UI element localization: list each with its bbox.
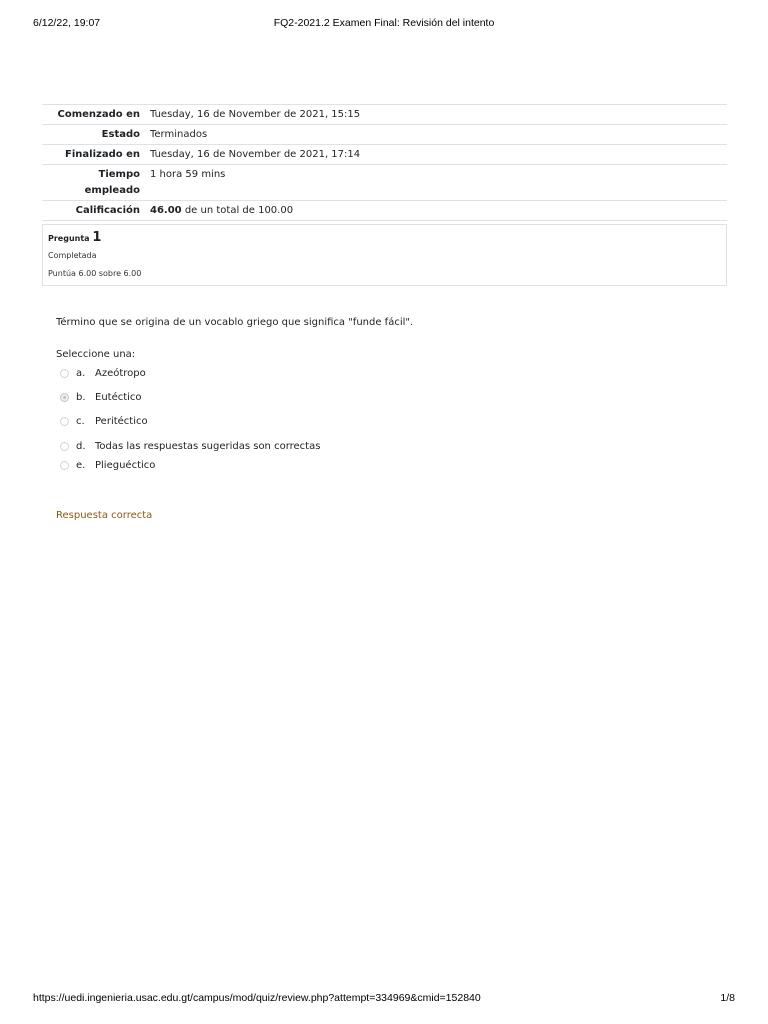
option-label: Todas las respuestas sugeridas son correctas — [95, 440, 321, 452]
summary-label: Tiempo empleado — [84, 169, 140, 196]
option-letter: e. — [76, 459, 86, 471]
answer-prompt: Seleccione una: — [56, 349, 136, 360]
print-footer — [0, 992, 768, 1008]
question-text: Término que se origina de un vocablo griego que significa "funde fácil". — [56, 317, 414, 328]
answer-feedback: Respuesta correcta — [56, 510, 153, 521]
summary-label: Comenzado en — [57, 109, 140, 120]
print-header — [0, 17, 768, 33]
summary-row-started — [42, 105, 727, 125]
summary-value: 1 hora 59 mins — [150, 169, 226, 180]
option-letter: a. — [76, 367, 86, 379]
question-number — [48, 230, 101, 245]
summary-label: Estado — [101, 129, 140, 140]
option-letter: b. — [76, 391, 86, 403]
summary-label: Calificación — [75, 205, 140, 216]
radio-button[interactable] — [60, 442, 69, 451]
radio-button[interactable] — [60, 417, 69, 426]
question-label: Pregunta — [48, 234, 90, 243]
page-number: 1/8 — [720, 992, 735, 1004]
radio-button[interactable] — [60, 369, 69, 378]
radio-button-selected[interactable] — [60, 393, 69, 402]
print-date: 6/12/22, 19:07 — [33, 17, 101, 29]
answer-option-b[interactable] — [60, 389, 142, 405]
question-number-value: 1 — [92, 230, 102, 245]
option-label: Peritéctico — [95, 415, 148, 427]
option-letter: c. — [76, 415, 85, 427]
question-grade: Puntúa 6.00 sobre 6.00 — [48, 269, 142, 278]
attempt-summary-table — [42, 104, 727, 221]
print-url: https://uedi.ingenieria.usac.edu.gt/campus/mod/quiz/review.php?attempt=334969&cmid=152840 — [33, 992, 481, 1004]
summary-row-state — [42, 125, 727, 145]
summary-row-finished — [42, 145, 727, 165]
summary-label: Finalizado en — [65, 149, 140, 160]
option-letter: d. — [76, 440, 86, 452]
answer-option-d[interactable] — [60, 438, 320, 454]
summary-value: Tuesday, 16 de November de 2021, 15:15 — [150, 109, 361, 120]
option-label: Eutéctico — [95, 391, 142, 403]
summary-value: Tuesday, 16 de November de 2021, 17:14 — [150, 149, 361, 160]
answer-option-c[interactable] — [60, 413, 148, 429]
option-label: Plieguéctico — [95, 459, 156, 471]
question-info-box — [42, 224, 727, 286]
grade-score: 46.00 — [150, 205, 182, 216]
radio-button[interactable] — [60, 461, 69, 470]
summary-row-time-taken — [42, 165, 727, 201]
summary-value — [146, 201, 727, 220]
answer-option-e[interactable] — [60, 457, 155, 473]
answer-option-a[interactable] — [60, 365, 146, 381]
grade-total: de un total de 100.00 — [184, 205, 294, 216]
print-title: FQ2-2021.2 Examen Final: Revisión del intento — [273, 17, 495, 29]
option-label: Azeótropo — [95, 367, 146, 379]
summary-row-grade — [42, 201, 727, 221]
summary-value: Terminados — [150, 129, 208, 140]
question-state: Completada — [48, 251, 97, 260]
